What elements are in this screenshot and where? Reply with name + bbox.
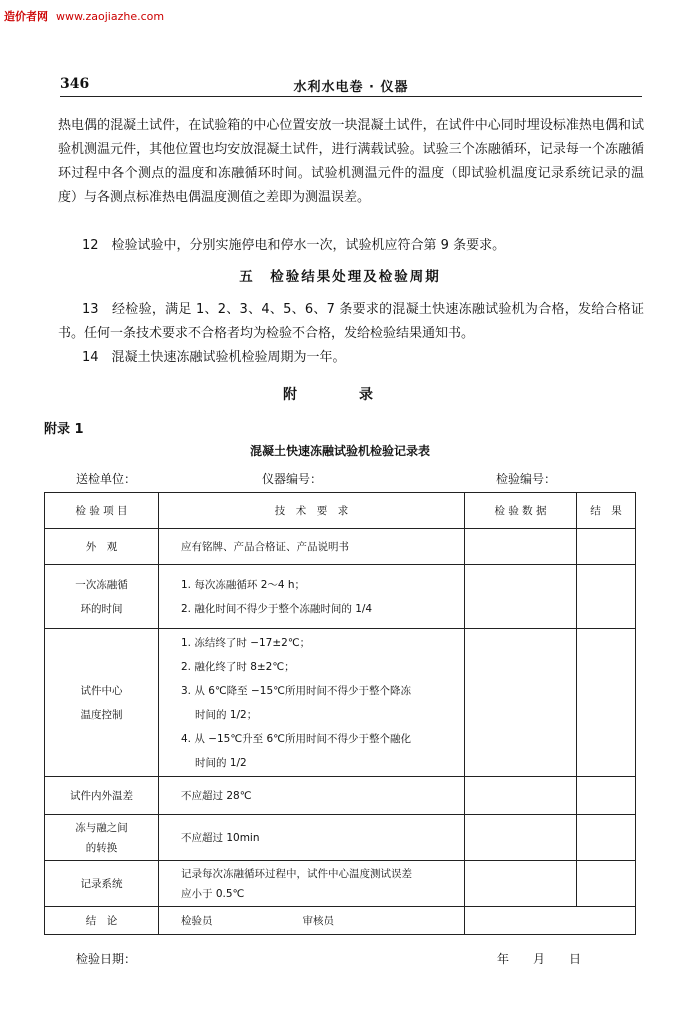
row-requirement bbox=[159, 861, 465, 907]
section-heading: 五 检验结果处理及检验周期 bbox=[239, 269, 441, 285]
inspection-date-label: 检验日期： bbox=[76, 952, 137, 966]
test-number-label: 检验编号： bbox=[496, 472, 557, 486]
inspection-record-table bbox=[44, 492, 636, 935]
table-row bbox=[45, 907, 636, 935]
req-line: 3. 从 6℃降至 −15℃所用时间不得少于整个降冻 bbox=[181, 684, 411, 697]
data-cell bbox=[465, 861, 577, 907]
data-cell bbox=[465, 529, 577, 565]
appendix-label: 附录 1 bbox=[44, 422, 84, 437]
row-item bbox=[45, 629, 159, 777]
req-line: 2. 融化终了时 8±2℃； bbox=[181, 660, 295, 673]
data-cell bbox=[465, 565, 577, 629]
table-row bbox=[45, 629, 636, 777]
row-item: 外 观 bbox=[45, 529, 159, 565]
req-line: 1. 冻结终了时 −17±2℃； bbox=[181, 636, 311, 649]
row-requirement bbox=[159, 907, 465, 935]
row-item bbox=[45, 565, 159, 629]
row-item-line: 温度控制 bbox=[80, 708, 123, 721]
page-number: 346 bbox=[60, 76, 90, 92]
table-header-row bbox=[45, 493, 636, 529]
req-line: 4. 从 −15℃升至 6℃所用时间不得少于整个融化 bbox=[181, 732, 411, 745]
appendix-heading: 附 录 bbox=[283, 387, 397, 403]
row-item: 记录系统 bbox=[45, 861, 159, 907]
conclusion-cell bbox=[465, 907, 636, 935]
submitting-unit-label: 送检单位： bbox=[76, 472, 137, 486]
table-row bbox=[45, 565, 636, 629]
header-requirement: 技 术 要 求 bbox=[159, 493, 465, 529]
result-cell bbox=[577, 815, 636, 861]
req-line: 1. 每次冻融循环 2～4 h； bbox=[181, 578, 306, 591]
watermark-url: www.zaojiazhe.com bbox=[56, 10, 165, 23]
row-requirement: 不应超过 10min bbox=[159, 815, 465, 861]
table-row bbox=[45, 861, 636, 907]
req-line: 时间的 1/2 bbox=[195, 756, 247, 769]
row-item bbox=[45, 815, 159, 861]
req-line: 应小于 0.5℃ bbox=[181, 887, 245, 900]
table-row bbox=[45, 777, 636, 815]
header-rule bbox=[60, 96, 642, 97]
table-title: 混凝土快速冻融试验机检验记录表 bbox=[249, 444, 430, 458]
paragraph-13: 13 经检验，满足 1、2、3、4、5、6、7 条要求的混凝土快速冻融试验机为合格，发给合格证书。任何一条技术要求不合格者均为检验不合格，发给检验结果通知书。 bbox=[58, 302, 644, 341]
row-item-line: 冻与融之间 bbox=[75, 821, 128, 834]
running-title: 水利水电卷 · 仪器 bbox=[293, 80, 409, 95]
row-item: 试件内外温差 bbox=[45, 777, 159, 815]
row-item-line: 环的时间 bbox=[80, 602, 123, 615]
data-cell bbox=[465, 815, 577, 861]
data-cell bbox=[465, 777, 577, 815]
row-requirement: 应有铭牌、产品合格证、产品说明书 bbox=[159, 529, 465, 565]
req-line: 时间的 1/2； bbox=[195, 708, 258, 721]
paragraph-12: 12 检验试验中，分别实施停电和停水一次，试验机应符合第 9 条要求。 bbox=[82, 238, 506, 253]
req-line: 2. 融化时间不得少于整个冻融时间的 1/4 bbox=[181, 602, 373, 615]
row-item-line: 一次冻融循 bbox=[75, 578, 128, 591]
req-line: 记录每次冻融循环过程中，试件中心温度测试误差 bbox=[181, 867, 412, 880]
result-cell bbox=[577, 565, 636, 629]
running-header bbox=[60, 74, 642, 96]
paragraph-1: 热电偶的混凝土试件，在试验箱的中心位置安放一块混凝土试件，在试件中心同时埋设标准热电偶和试验机测温元件，其他位置也均安放混凝土试件，进行满载试验。试验三个冻融循环，记录每一个冻融循环过程中各个测点的温度和冻融循环时间。试验机测温元件的温度（即试验机温度记录系统记录的温度）与各测点标准热电偶温度测值之差即为测温误差。 bbox=[58, 118, 644, 205]
header-data: 检 验 数 据 bbox=[465, 493, 577, 529]
instrument-number-label: 仪器编号： bbox=[262, 472, 323, 486]
header-result: 结 果 bbox=[577, 493, 636, 529]
data-cell bbox=[465, 629, 577, 777]
inspector-label: 检验员 bbox=[181, 915, 213, 927]
result-cell bbox=[577, 777, 636, 815]
row-item-line: 试件中心 bbox=[80, 684, 123, 697]
paragraph-14: 14 混凝土快速冻融试验机检验周期为一年。 bbox=[82, 350, 346, 365]
reviewer-label: 审核员 bbox=[302, 915, 334, 927]
header-item: 检 验 项 目 bbox=[45, 493, 159, 529]
table-row bbox=[45, 815, 636, 861]
row-requirement bbox=[159, 629, 465, 777]
row-requirement bbox=[159, 565, 465, 629]
result-cell bbox=[577, 861, 636, 907]
row-requirement: 不应超过 28℃ bbox=[159, 777, 465, 815]
date-fields: 年 月 日 bbox=[497, 952, 582, 966]
row-item: 结 论 bbox=[45, 907, 159, 935]
watermark-site: 造价者网 bbox=[4, 10, 48, 23]
result-cell bbox=[577, 529, 636, 565]
table-row bbox=[45, 529, 636, 565]
result-cell bbox=[577, 629, 636, 777]
watermark bbox=[4, 8, 164, 24]
row-item-line: 的转换 bbox=[85, 841, 118, 854]
